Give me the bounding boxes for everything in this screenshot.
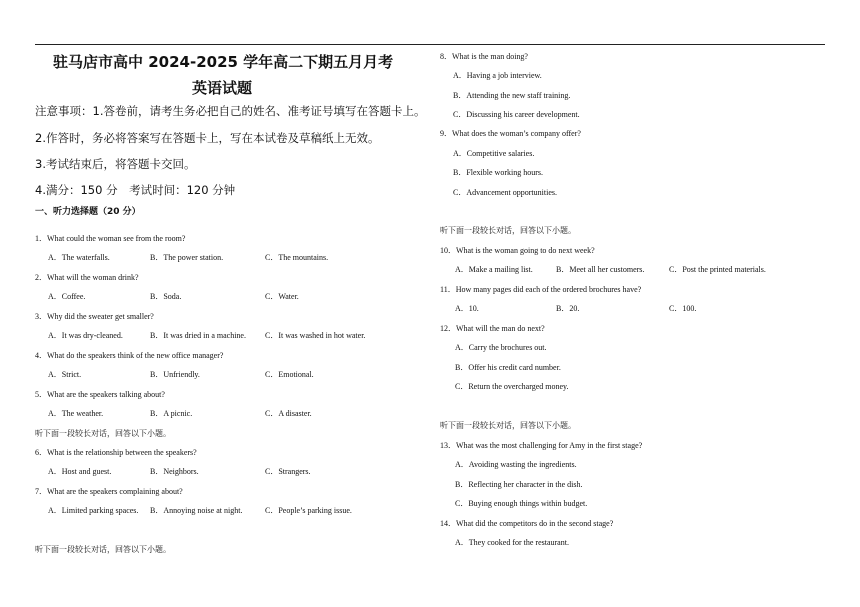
question-6: 6．What is the relationship between the speakers?	[35, 448, 197, 457]
q12-option-a: A．Carry the brochures out.	[455, 343, 547, 352]
q11-option-a: A．10.	[455, 304, 479, 313]
notice-1: 注意事项：1.答卷前，请考生务必把自己的姓名、准考证号填写在答题卡上。	[35, 104, 426, 118]
q13-option-a: A．Avoiding wasting the ingredients.	[455, 460, 577, 469]
question-11: 11．How many pages did each of the ordered brochures have?	[440, 285, 642, 294]
q13-option-b: B．Reflecting her character in the dish.	[455, 480, 583, 489]
listening-hint-1: 听下面一段较长对话，回答以下小题。	[35, 429, 171, 438]
question-12: 12．What will the man do next?	[440, 324, 545, 333]
q5-option-b: B．A picnic.	[150, 409, 193, 418]
q7-option-b: B．Annoying noise at night.	[150, 506, 243, 515]
question-5: 5．What are the speakers talking about?	[35, 390, 165, 399]
question-7: 7．What are the speakers complaining about?	[35, 487, 183, 496]
q4-option-c: C．Emotional.	[265, 370, 314, 379]
q7-option-a: A．Limited parking spaces.	[48, 506, 139, 515]
q5-option-a: A．The weather.	[48, 409, 104, 418]
q8-option-a: A．Having a job interview.	[453, 71, 542, 80]
q7-option-c: C．People’s parking issue.	[265, 506, 352, 515]
exam-title-line1: 驻马店市高中 2024-2025 学年高二下期五月月考	[53, 53, 394, 71]
q1-option-a: A．The waterfalls.	[48, 253, 110, 262]
notice-4: 4.满分：150 分 考试时间：120 分钟	[35, 183, 236, 197]
section-heading: 一、听力选择题（20 分）	[35, 207, 141, 217]
listening-hint-3: 听下面一段较长对话，回答以下小题。	[440, 226, 576, 235]
q2-option-c: C．Water.	[265, 292, 299, 301]
exam-title-line2: 英语试题	[192, 79, 253, 97]
q8-option-c: C．Discussing his career development.	[453, 110, 580, 119]
q2-option-a: A．Coffee.	[48, 292, 86, 301]
q4-option-b: B．Unfriendly.	[150, 370, 200, 379]
q9-option-b: B．Flexible working hours.	[453, 168, 543, 177]
question-8: 8．What is the man doing?	[440, 52, 528, 61]
question-1: 1．What could the woman see from the room?	[35, 234, 186, 243]
listening-hint-2: 听下面一段较长对话，回答以下小题。	[35, 545, 171, 554]
q6-option-a: A．Host and guest.	[48, 467, 112, 476]
question-13: 13．What was the most challenging for Amy in the first stage?	[440, 441, 643, 450]
q11-option-c: C．100.	[669, 304, 697, 313]
q4-option-a: A．Strict.	[48, 370, 82, 379]
question-9: 9．What does the woman’s company offer?	[440, 129, 581, 138]
question-2: 2．What will the woman drink?	[35, 273, 139, 282]
question-14: 14．What did the competitors do in the second stage?	[440, 519, 614, 528]
q3-option-b: B．It was dried in a machine.	[150, 331, 246, 340]
q9-option-a: A．Competitive salaries.	[453, 149, 535, 158]
q1-option-b: B．The power station.	[150, 253, 224, 262]
q11-option-b: B．20.	[556, 304, 580, 313]
q5-option-c: C．A disaster.	[265, 409, 312, 418]
q10-option-a: A．Make a mailing list.	[455, 265, 533, 274]
q6-option-b: B．Neighbors.	[150, 467, 199, 476]
q12-option-b: B．Offer his credit card number.	[455, 363, 561, 372]
q3-option-c: C．It was washed in hot water.	[265, 331, 366, 340]
q10-option-b: B．Meet all her customers.	[556, 265, 645, 274]
q3-option-a: A．It was dry-cleaned.	[48, 331, 123, 340]
question-3: 3．Why did the sweater get smaller?	[35, 312, 154, 321]
question-4: 4．What do the speakers think of the new office manager?	[35, 351, 224, 360]
q13-option-c: C．Buying enough things within budget.	[455, 499, 588, 508]
header-rule	[35, 44, 825, 45]
q12-option-c: C．Return the overcharged money.	[455, 382, 569, 391]
q9-option-c: C．Advancement opportunities.	[453, 188, 557, 197]
q14-option-a: A．They cooked for the restaurant.	[455, 538, 569, 547]
question-10: 10．What is the woman going to do next week?	[440, 246, 595, 255]
q2-option-b: B．Soda.	[150, 292, 182, 301]
notice-3: 3.考试结束后，将答题卡交回。	[35, 157, 196, 171]
notice-2: 2.作答时，务必将答案写在答题卡上，写在本试卷及草稿纸上无效。	[35, 131, 380, 145]
q6-option-c: C．Strangers.	[265, 467, 311, 476]
q1-option-c: C．The mountains.	[265, 253, 329, 262]
q10-option-c: C．Post the printed materials.	[669, 265, 766, 274]
q8-option-b: B．Attending the new staff training.	[453, 91, 571, 100]
listening-hint-4: 听下面一段较长对话，回答以下小题。	[440, 421, 576, 430]
